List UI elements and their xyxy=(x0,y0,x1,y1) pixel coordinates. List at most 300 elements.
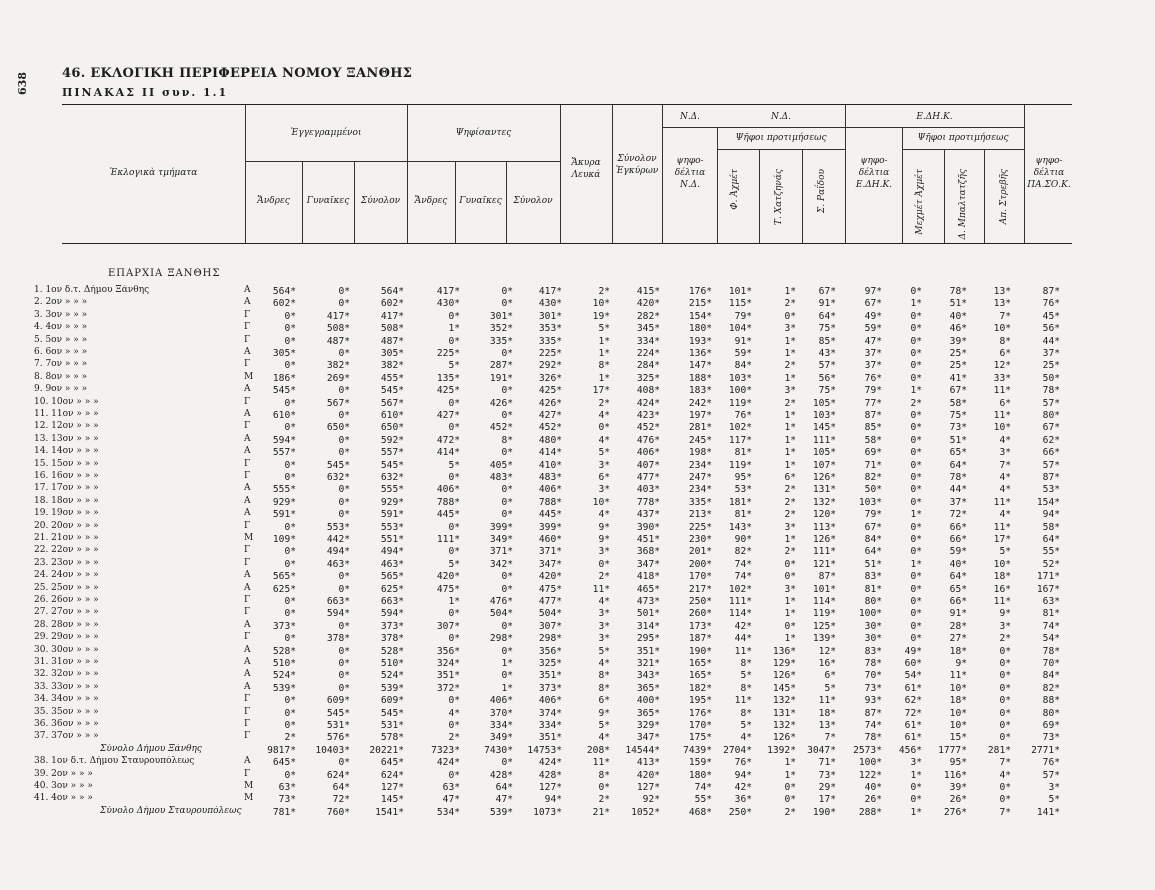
cell-value: 0* xyxy=(784,782,796,793)
cell-value: 428* xyxy=(538,769,562,781)
cell-value: 564* xyxy=(380,286,404,297)
cell-value: 30* xyxy=(864,633,882,645)
cell-value: 305* xyxy=(380,348,404,359)
cell-value: 3* xyxy=(910,757,922,769)
cell-value: 452* xyxy=(489,422,513,434)
cell-value: 406* xyxy=(538,484,562,496)
cell-value: 76* xyxy=(1042,757,1060,769)
cell-value: 54* xyxy=(1042,633,1060,645)
cell-value: 0* xyxy=(338,757,350,769)
cell-value: 109* xyxy=(272,534,296,545)
cell-value: 1* xyxy=(784,633,796,645)
cell-value: 57* xyxy=(818,360,836,372)
cell-value: 7430* xyxy=(484,744,513,756)
cell-value: 116* xyxy=(943,769,967,781)
cell-value: 477* xyxy=(538,596,562,607)
cell-value: 609* xyxy=(380,695,404,707)
cell-value: 403* xyxy=(636,484,660,496)
cell-value: 10* xyxy=(949,682,967,694)
cell-value: 67* xyxy=(864,521,882,533)
cell-value: 170* xyxy=(688,720,712,731)
cell-value: 406* xyxy=(636,447,660,459)
cell-value: 41* xyxy=(949,372,967,384)
cell-value: 165* xyxy=(688,658,712,669)
cell-value: 126* xyxy=(812,534,836,545)
cell-value: 0* xyxy=(284,633,296,645)
cell-value: 50* xyxy=(1042,372,1060,384)
cell-value: 2704* xyxy=(723,744,752,756)
cell-value: 0* xyxy=(999,682,1011,694)
cell-value: 2* xyxy=(999,633,1011,645)
cell-value: 8* xyxy=(999,335,1011,347)
cell-value: 0* xyxy=(284,323,296,335)
cell-value: 66* xyxy=(949,521,967,533)
cell-value: 63* xyxy=(278,782,296,793)
cell-value: 430* xyxy=(436,298,460,310)
cell-value: 180* xyxy=(688,769,712,781)
cell-value: 494* xyxy=(380,546,404,558)
cell-value: 351* xyxy=(636,645,660,657)
cell-value: 0* xyxy=(910,335,922,347)
cell-value: 45* xyxy=(1042,310,1060,322)
cell-value: 1* xyxy=(784,372,796,384)
cell-value: 0* xyxy=(784,794,796,806)
cell-value: 11* xyxy=(592,757,610,769)
cell-value: 370* xyxy=(489,707,513,719)
cell-value: 4* xyxy=(999,472,1011,483)
cell-value: 44* xyxy=(949,484,967,496)
cell-value: 414* xyxy=(538,447,562,459)
cell-value: 84* xyxy=(734,360,752,372)
cell-value: 2* xyxy=(598,397,610,409)
cell-value: 145* xyxy=(812,422,836,434)
cell-value: 0* xyxy=(910,434,922,446)
row-gender-code: Α xyxy=(244,409,251,419)
cell-value: 0* xyxy=(501,583,513,595)
cell-value: 555* xyxy=(272,484,296,496)
cell-value: 645* xyxy=(380,757,404,769)
cell-value: 334* xyxy=(489,720,513,731)
cell-value: 0* xyxy=(501,571,513,583)
cell-value: 51* xyxy=(864,558,882,570)
cell-value: 2* xyxy=(784,397,796,409)
row-label: 38. 1ον δ.τ. Δήμου Σταυρουπόλεως xyxy=(34,756,195,767)
cell-value: 428* xyxy=(489,769,513,781)
cell-value: 115* xyxy=(728,298,752,310)
cell-value: 0* xyxy=(284,695,296,707)
cell-value: 4* xyxy=(740,732,752,744)
cell-value: 325* xyxy=(636,372,660,384)
cell-value: 63* xyxy=(442,782,460,793)
cell-value: 11* xyxy=(993,410,1011,421)
row-gender-code: Γ xyxy=(244,421,251,432)
row-label: 23. 23ον » » » xyxy=(34,557,99,568)
cell-value: 594* xyxy=(326,608,350,620)
header-edik-cand-1: Μεχμέτ Ἀχμέτ xyxy=(915,169,925,235)
cell-value: 465* xyxy=(636,583,660,595)
cell-value: 0* xyxy=(284,608,296,620)
cell-value: 475* xyxy=(436,583,460,595)
cell-value: 508* xyxy=(380,323,404,335)
cell-value: 1* xyxy=(910,806,922,818)
cell-value: 510* xyxy=(272,658,296,669)
row-gender-code: Γ xyxy=(244,322,251,333)
cell-value: 424* xyxy=(436,757,460,769)
cell-value: 405* xyxy=(489,459,513,471)
cell-value: 0* xyxy=(999,670,1011,682)
cell-value: 100* xyxy=(728,385,752,397)
cell-value: 307* xyxy=(538,620,562,632)
cell-value: 0* xyxy=(338,484,350,496)
cell-value: 445* xyxy=(436,509,460,521)
cell-value: 195* xyxy=(688,695,712,707)
cell-value: 119* xyxy=(728,397,752,409)
cell-value: 356* xyxy=(538,645,562,657)
cell-value: 40* xyxy=(949,310,967,322)
cell-value: 594* xyxy=(272,434,296,446)
header-nd-cand-1: Φ. Ἀχμέτ xyxy=(730,169,740,210)
cell-value: 0* xyxy=(448,397,460,409)
cell-value: 650* xyxy=(326,422,350,434)
cell-value: 104* xyxy=(728,323,752,335)
cell-value: 929* xyxy=(272,496,296,508)
cell-value: 25* xyxy=(949,360,967,372)
cell-value: 418* xyxy=(636,571,660,583)
cell-value: 0* xyxy=(910,583,922,595)
cell-value: 545* xyxy=(326,459,350,471)
cell-value: 420* xyxy=(538,571,562,583)
cell-value: 0* xyxy=(338,658,350,669)
cell-value: 4* xyxy=(598,434,610,446)
cell-value: 2* xyxy=(784,360,796,372)
cell-value: 1* xyxy=(784,348,796,359)
cell-value: 167* xyxy=(1036,583,1060,595)
cell-value: 468* xyxy=(688,806,712,818)
cell-value: 4* xyxy=(598,732,610,744)
cell-value: 0* xyxy=(338,571,350,583)
cell-value: 80* xyxy=(1042,410,1060,421)
cell-value: 200* xyxy=(688,558,712,570)
cell-value: 625* xyxy=(272,583,296,595)
cell-value: 14753* xyxy=(527,744,562,756)
cell-value: 0* xyxy=(501,757,513,769)
cell-value: 9* xyxy=(955,658,967,669)
cell-value: 372* xyxy=(436,682,460,694)
cell-value: 224* xyxy=(636,348,660,359)
cell-value: 84* xyxy=(1042,670,1060,682)
row-gender-code: Γ xyxy=(244,545,251,556)
cell-value: 64* xyxy=(1042,534,1060,545)
cell-value: 91* xyxy=(949,608,967,620)
cell-value: 371* xyxy=(489,546,513,558)
cell-value: 9* xyxy=(598,534,610,545)
cell-value: 105* xyxy=(812,447,836,459)
cell-value: 58* xyxy=(949,397,967,409)
cell-value: 0* xyxy=(338,583,350,595)
cell-value: 26* xyxy=(864,794,882,806)
cell-value: 0* xyxy=(284,769,296,781)
cell-value: 602* xyxy=(380,298,404,310)
cell-value: 281* xyxy=(688,422,712,434)
cell-value: 2* xyxy=(784,546,796,558)
cell-value: 0* xyxy=(910,360,922,372)
cell-value: 67* xyxy=(818,286,836,297)
cell-value: 1* xyxy=(784,434,796,446)
cell-value: 59* xyxy=(864,323,882,335)
cell-value: 0* xyxy=(501,447,513,459)
cell-value: 602* xyxy=(272,298,296,310)
row-gender-code: Α xyxy=(244,756,251,767)
header-voted: Ψηφίσαντες xyxy=(455,128,512,138)
cell-value: 0* xyxy=(338,298,350,310)
cell-value: 44* xyxy=(1042,335,1060,347)
cell-value: 125* xyxy=(812,620,836,632)
cell-value: 201* xyxy=(688,546,712,558)
cell-value: 373* xyxy=(272,620,296,632)
cell-value: 342* xyxy=(489,558,513,570)
row-label: 1. 1ον δ.τ. Δήμου Ξάνθης xyxy=(34,285,150,295)
cell-value: 62* xyxy=(1042,434,1060,446)
row-label: 37. 37ον » » » xyxy=(34,731,99,742)
header-vot-total: Σύνολον xyxy=(513,196,553,206)
cell-value: 625* xyxy=(380,583,404,595)
cell-value: 3* xyxy=(598,546,610,558)
cell-value: 64* xyxy=(818,310,836,322)
row-label: 3. 3ον » » » xyxy=(34,309,88,320)
cell-value: 314* xyxy=(636,620,660,632)
cell-value: 0* xyxy=(284,720,296,731)
cell-value: 53* xyxy=(734,484,752,496)
cell-value: 508* xyxy=(326,323,350,335)
cell-value: 557* xyxy=(380,447,404,459)
cell-value: 87* xyxy=(1042,286,1060,297)
cell-value: 120* xyxy=(812,509,836,521)
cell-value: 0* xyxy=(448,422,460,434)
cell-value: 28* xyxy=(949,620,967,632)
cell-value: 408* xyxy=(636,385,660,397)
cell-value: 0* xyxy=(910,608,922,620)
cell-value: 37* xyxy=(949,496,967,508)
cell-value: 9* xyxy=(999,608,1011,620)
cell-value: 76* xyxy=(864,372,882,384)
cell-value: 0* xyxy=(338,286,350,297)
cell-value: 1* xyxy=(910,769,922,781)
cell-value: 40* xyxy=(949,558,967,570)
row-gender-code: Α xyxy=(244,347,251,357)
cell-value: 423* xyxy=(636,410,660,421)
row-gender-code: Γ xyxy=(244,694,251,705)
cell-value: 473* xyxy=(636,596,660,607)
cell-value: 0* xyxy=(338,496,350,508)
row-gender-code: Γ xyxy=(244,396,251,407)
cell-value: 95* xyxy=(734,472,752,483)
cell-value: 64* xyxy=(495,782,513,793)
cell-value: 44* xyxy=(734,633,752,645)
cell-value: 295* xyxy=(636,633,660,645)
cell-value: 4* xyxy=(999,509,1011,521)
cell-value: 94* xyxy=(544,794,562,806)
cell-value: 424* xyxy=(636,397,660,409)
cell-value: 83* xyxy=(864,571,882,583)
cell-value: 132* xyxy=(812,496,836,508)
row-gender-code: Γ xyxy=(244,706,251,717)
row-gender-code: Γ xyxy=(244,520,251,531)
cell-value: 132* xyxy=(772,720,796,731)
cell-value: 80* xyxy=(1042,707,1060,719)
cell-value: 26* xyxy=(949,794,967,806)
cell-value: 50* xyxy=(864,484,882,496)
cell-value: 564* xyxy=(272,286,296,297)
cell-value: 69* xyxy=(1042,720,1060,731)
cell-value: 18* xyxy=(818,707,836,719)
row-label: 9. 9ον » » » xyxy=(34,384,88,395)
cell-value: 1* xyxy=(448,323,460,335)
cell-value: 335* xyxy=(688,496,712,508)
cell-value: 545* xyxy=(380,385,404,397)
cell-value: 131* xyxy=(812,484,836,496)
cell-value: 25* xyxy=(1042,360,1060,372)
cell-value: 127* xyxy=(380,782,404,793)
cell-value: 483* xyxy=(538,472,562,483)
cell-value: 353* xyxy=(538,323,562,335)
cell-value: 129* xyxy=(772,658,796,669)
cell-value: 114* xyxy=(728,608,752,620)
cell-value: 524* xyxy=(380,670,404,682)
cell-value: 0* xyxy=(598,782,610,793)
cell-value: 5* xyxy=(598,720,610,731)
cell-value: 78* xyxy=(864,658,882,669)
cell-value: 8* xyxy=(598,682,610,694)
table-header xyxy=(62,104,1072,244)
cell-value: 58* xyxy=(1042,521,1060,533)
cell-value: 0* xyxy=(910,633,922,645)
page-number: 638 xyxy=(16,72,29,95)
cell-value: 788* xyxy=(538,496,562,508)
cell-value: 127* xyxy=(538,782,562,793)
cell-value: 445* xyxy=(538,509,562,521)
cell-value: 187* xyxy=(688,633,712,645)
row-gender-code: Α xyxy=(244,495,251,506)
cell-value: 420* xyxy=(436,571,460,583)
cell-value: 610* xyxy=(272,410,296,421)
row-label: 18. 18ον » » » xyxy=(34,495,99,506)
cell-value: 52* xyxy=(1042,558,1060,570)
cell-value: 154* xyxy=(688,310,712,322)
cell-value: 59* xyxy=(734,348,752,359)
cell-value: 427* xyxy=(436,410,460,421)
row-label: 10. 10ον » » » xyxy=(34,396,99,407)
cell-value: 0* xyxy=(284,558,296,570)
cell-value: 1* xyxy=(501,658,513,669)
cell-value: 55* xyxy=(694,794,712,806)
cell-value: 78* xyxy=(949,472,967,483)
cell-value: 6* xyxy=(598,472,610,483)
row-label: 22. 22ον » » » xyxy=(34,545,99,556)
cell-value: 103* xyxy=(858,496,882,508)
cell-value: 0* xyxy=(284,707,296,719)
cell-value: 476* xyxy=(636,434,660,446)
row-label: 27. 27ον » » » xyxy=(34,607,99,618)
cell-value: 10* xyxy=(949,707,967,719)
cell-value: 0* xyxy=(999,707,1011,719)
cell-value: 284* xyxy=(636,360,660,372)
cell-value: 3* xyxy=(598,608,610,620)
cell-value: 0* xyxy=(910,484,922,496)
cell-value: 80* xyxy=(864,596,882,607)
cell-value: 217* xyxy=(688,583,712,595)
cell-value: 58* xyxy=(864,434,882,446)
cell-value: 5* xyxy=(1048,794,1060,806)
cell-value: 71* xyxy=(864,459,882,471)
cell-value: 6* xyxy=(999,348,1011,359)
row-gender-code: Α xyxy=(244,285,251,295)
cell-value: 288* xyxy=(858,806,882,818)
cell-value: 135* xyxy=(436,372,460,384)
cell-value: 127* xyxy=(636,782,660,793)
cell-value: 11* xyxy=(993,521,1011,533)
cell-value: 2* xyxy=(784,298,796,310)
cell-value: 373* xyxy=(538,682,562,694)
cell-value: 72* xyxy=(332,794,350,806)
cell-value: 75* xyxy=(949,410,967,421)
cell-value: 12* xyxy=(993,360,1011,372)
cell-value: 591* xyxy=(380,509,404,521)
row-label: 20. 20ον » » » xyxy=(34,520,99,531)
cell-value: 73* xyxy=(864,682,882,694)
cell-value: 121* xyxy=(812,558,836,570)
row-label: 34. 34ον » » » xyxy=(34,694,99,705)
row-label: 21. 21ον » » » xyxy=(34,533,99,543)
cell-value: 4* xyxy=(598,596,610,607)
cell-value: 1* xyxy=(784,769,796,781)
cell-value: 2771* xyxy=(1031,744,1060,756)
cell-value: 0* xyxy=(999,645,1011,657)
cell-value: 6* xyxy=(784,472,796,483)
cell-value: 2* xyxy=(598,794,610,806)
cell-value: 555* xyxy=(380,484,404,496)
cell-value: 0* xyxy=(448,521,460,533)
cell-value: 399* xyxy=(538,521,562,533)
cell-value: 269* xyxy=(326,372,350,384)
row-label: 8. 8ον » » » xyxy=(34,371,88,382)
cell-value: 281* xyxy=(987,744,1011,756)
cell-value: 413* xyxy=(636,757,660,769)
cell-value: 0* xyxy=(501,410,513,421)
row-label: 26. 26ον » » » xyxy=(34,595,99,605)
cell-value: 225* xyxy=(436,348,460,359)
cell-value: 528* xyxy=(272,645,296,657)
header-registered: Ἐγγεγραμμένοι xyxy=(290,128,362,138)
cell-value: 4* xyxy=(999,769,1011,781)
cell-value: 139* xyxy=(812,633,836,645)
cell-value: 415* xyxy=(636,286,660,297)
cell-value: 378* xyxy=(380,633,404,645)
cell-value: 325* xyxy=(538,658,562,669)
cell-value: 1* xyxy=(784,335,796,347)
cell-value: 85* xyxy=(818,335,836,347)
cell-value: 567* xyxy=(326,397,350,409)
cell-value: 373* xyxy=(380,620,404,632)
cell-value: 165* xyxy=(688,670,712,682)
cell-value: 0* xyxy=(338,509,350,521)
cell-value: 545* xyxy=(380,707,404,719)
cell-value: 42* xyxy=(734,782,752,793)
cell-value: 11* xyxy=(734,645,752,657)
cell-value: 406* xyxy=(538,695,562,707)
cell-value: 1* xyxy=(784,422,796,434)
cell-value: 1* xyxy=(784,757,796,769)
cell-value: 477* xyxy=(636,472,660,483)
